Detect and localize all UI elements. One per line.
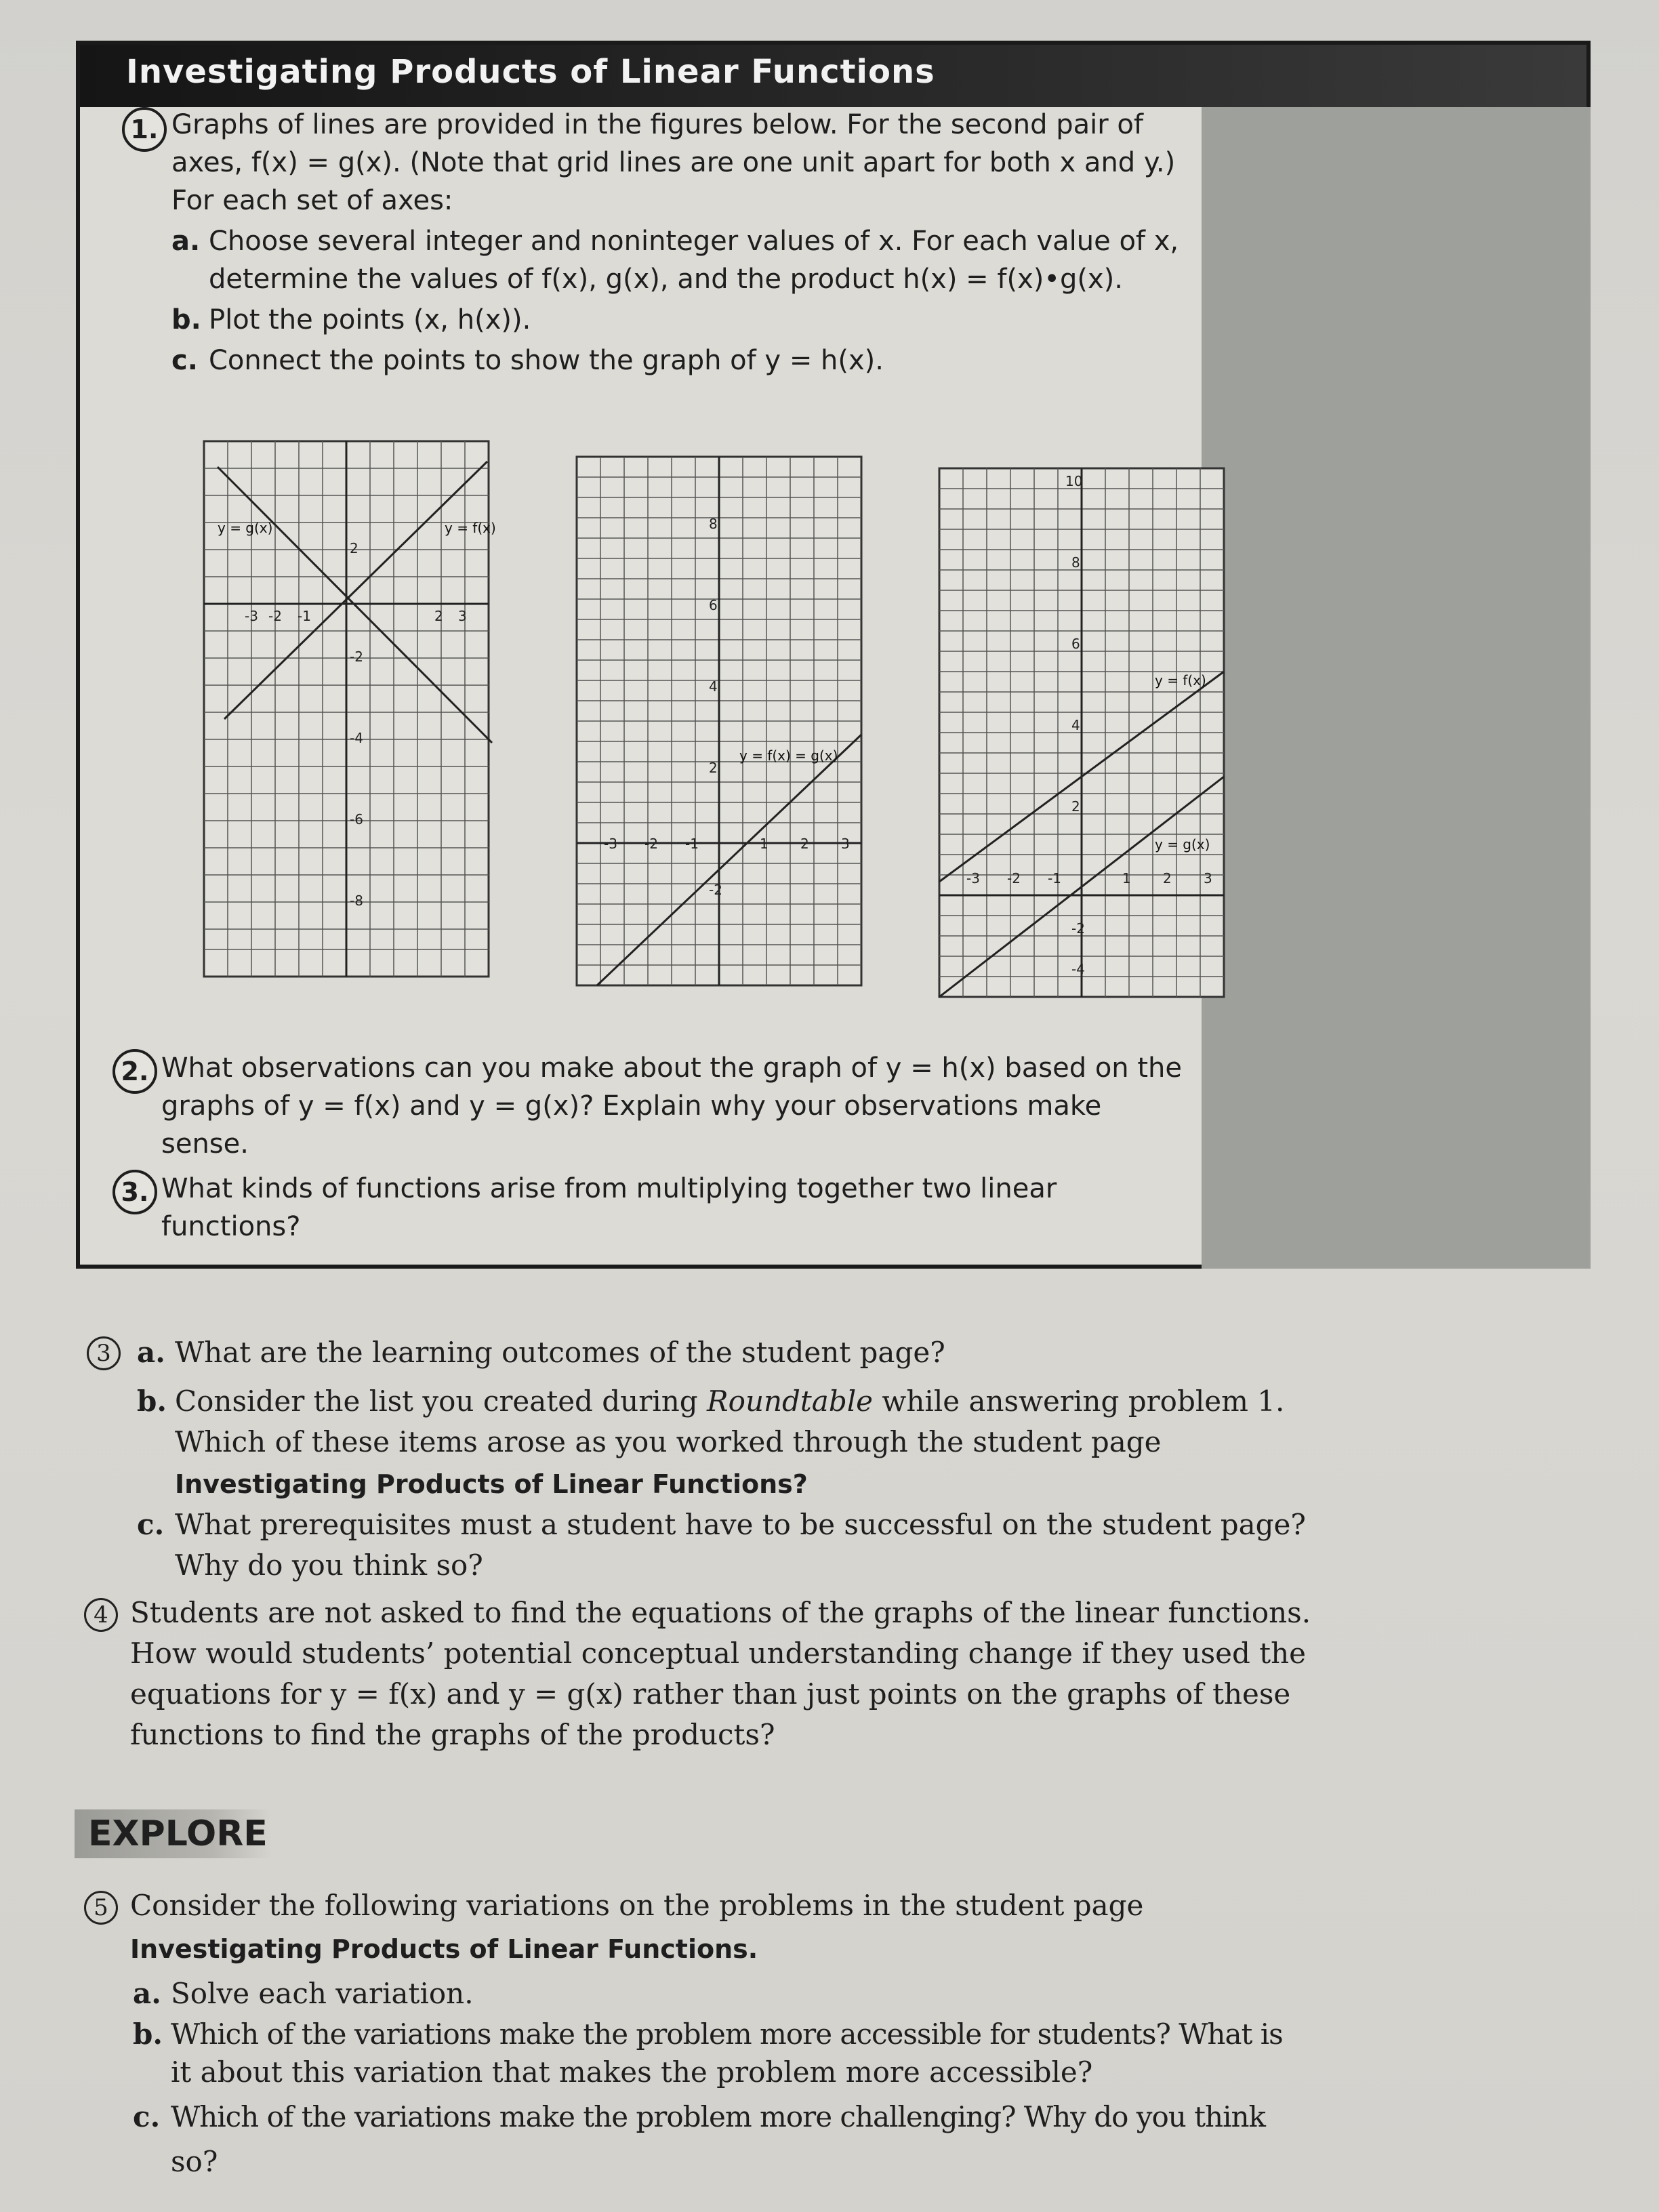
- item-3b-line-1: [175, 1381, 1284, 1422]
- graph-2-xtick: 3: [841, 836, 850, 852]
- item-5-number: 5: [84, 1891, 118, 1925]
- graph-3-ytick: 4: [1071, 717, 1080, 733]
- question-3-number: 3.: [112, 1170, 157, 1214]
- item-4-line-3: equations for y = f(x) and y = g(x) rather than just points on the graphs of these: [130, 1677, 1291, 1711]
- margin-gray-panel: [1202, 107, 1591, 1269]
- graph-3-svg: [939, 468, 1224, 997]
- graph-3: [939, 468, 1224, 997]
- graph-2-label-fg: y = f(x) = g(x): [739, 747, 838, 764]
- graph-1-xtick: -2: [268, 608, 282, 624]
- graph-3-ytick: 8: [1071, 554, 1080, 571]
- item-4-line-1: Students are not asked to find the equations of the graphs of the linear functions.: [130, 1596, 1311, 1629]
- question-2-number: 2.: [112, 1049, 157, 1094]
- graph-1-xtick: -1: [298, 608, 311, 624]
- graph-3-xtick: -1: [1048, 870, 1061, 886]
- graph-2-xtick: -3: [604, 836, 617, 852]
- item-3-number: 3: [87, 1336, 121, 1370]
- question-1-line-1: Graphs of lines are provided in the figures below. For the second pair of: [171, 109, 1143, 140]
- graph-2-xtick: -2: [644, 836, 658, 852]
- graph-1-ytick: -2: [350, 649, 363, 665]
- item-3c-line-1: What prerequisites must a student have to be successful on the student page?: [175, 1508, 1306, 1541]
- graph-3-ytick: 6: [1071, 636, 1080, 652]
- graph-1-xtick: 3: [458, 608, 467, 624]
- graph-2-svg: [577, 457, 861, 985]
- graph-3-ytick: -2: [1071, 920, 1085, 937]
- graph-2-ytick: -2: [709, 882, 722, 898]
- explore-heading-bar: [75, 1809, 271, 1858]
- student-page-box: [76, 41, 1591, 1269]
- graph-2-xtick: 2: [800, 836, 809, 852]
- question-2-line-3: sense.: [161, 1128, 249, 1160]
- graph-2-ytick: 2: [709, 760, 718, 776]
- item-3b-roundtable: Roundtable: [707, 1385, 874, 1418]
- item-3c-label: c.: [137, 1508, 165, 1541]
- item-5b-label: b.: [133, 2018, 163, 2051]
- graph-3-xtick: 1: [1122, 870, 1131, 886]
- graph-1-xtick: 2: [434, 608, 443, 624]
- graph-2: [577, 457, 861, 985]
- item-3b-line-1-post: while answering problem 1.: [873, 1385, 1285, 1418]
- item-5c-line-1: Which of the variations make the problem more challenging? Why do you think: [171, 2100, 1266, 2133]
- explore-heading: EXPLORE: [88, 1814, 268, 1854]
- graph-2-xtick: -1: [685, 836, 699, 852]
- item-3b-label: b.: [137, 1385, 167, 1418]
- item-3b-line-3: Investigating Products of Linear Functions?: [175, 1469, 808, 1499]
- item-4-number: 4: [84, 1598, 118, 1632]
- question-1a-label: a.: [171, 226, 201, 257]
- graph-2-xtick: 1: [760, 836, 769, 852]
- graph-2-ytick: 6: [709, 597, 718, 613]
- question-1-line-3: For each set of axes:: [171, 185, 453, 216]
- item-4-line-4: functions to find the graphs of the products?: [130, 1718, 775, 1751]
- graph-3-ytick: 2: [1071, 798, 1080, 815]
- graph-1-label-f: y = f(x): [445, 520, 496, 536]
- graph-3-label-f: y = f(x): [1155, 672, 1206, 689]
- item-5b-line-1: Which of the variations make the problem more accessible for students? What is: [171, 2018, 1283, 2051]
- graph-1-ytick: 2: [350, 540, 359, 556]
- question-3-line-1: What kinds of functions arise from multiplying together two linear: [161, 1173, 1057, 1204]
- graph-3-ytick: 10: [1065, 473, 1083, 489]
- question-1a-line-2: determine the values of f(x), g(x), and the product h(x) = f(x)•g(x).: [209, 264, 1123, 295]
- graph-1-label-g: y = g(x): [218, 520, 273, 536]
- question-1-number: 1.: [122, 107, 167, 152]
- question-2-line-2: graphs of y = f(x) and y = g(x)? Explain why your observations make: [161, 1090, 1102, 1122]
- question-1c-label: c.: [171, 345, 198, 376]
- graph-3-xtick: -2: [1007, 870, 1021, 886]
- title-bar: [80, 45, 1586, 107]
- graph-1-svg: [204, 441, 496, 977]
- item-5c-label: c.: [133, 2100, 161, 2133]
- question-1a-line-1: Choose several integer and noninteger values of x. For each value of x,: [209, 226, 1179, 257]
- graph-3-ytick: -4: [1071, 961, 1085, 977]
- item-4-line-2: How would students’ potential conceptual understanding change if they used the: [130, 1637, 1307, 1670]
- graph-3-xtick: 2: [1163, 870, 1172, 886]
- graph-1-ytick: -4: [350, 730, 363, 746]
- graph-1-ytick: -8: [350, 893, 363, 909]
- item-3a-label: a.: [137, 1336, 165, 1369]
- question-3-line-2: functions?: [161, 1211, 301, 1242]
- item-3c-line-2: Why do you think so?: [175, 1549, 483, 1582]
- graph-1-ytick: -6: [350, 811, 363, 827]
- graph-3-xtick: -3: [966, 870, 980, 886]
- item-5a-label: a.: [133, 1977, 161, 2010]
- graph-1-xtick: -3: [245, 608, 258, 624]
- item-3b-line-2: Which of these items arose as you worked through the student page: [175, 1425, 1162, 1458]
- item-5-line-2: Investigating Products of Linear Functions.: [130, 1934, 758, 1964]
- question-1-line-2: axes, f(x) = g(x). (Note that grid lines are one unit apart for both x and y.): [171, 147, 1176, 178]
- item-3b-line-1-pre: Consider the list you created during: [175, 1385, 708, 1418]
- graph-1: [204, 441, 496, 977]
- question-1c-text: Connect the points to show the graph of y = h(x).: [209, 345, 884, 376]
- item-5-line-1: Consider the following variations on the problems in the student page: [130, 1889, 1144, 1922]
- item-5c-line-2: so?: [171, 2145, 218, 2178]
- graph-3-label-g: y = g(x): [1155, 836, 1210, 853]
- question-2-line-1: What observations can you make about the graph of y = h(x) based on the: [161, 1052, 1183, 1084]
- graph-3-xtick: 3: [1204, 870, 1212, 886]
- item-5b-line-2: it about this variation that makes the problem more accessible?: [171, 2055, 1093, 2089]
- item-3a-text: What are the learning outcomes of the student page?: [175, 1336, 945, 1369]
- question-1b-text: Plot the points (x, h(x)).: [209, 304, 531, 335]
- question-1b-label: b.: [171, 304, 201, 335]
- item-5a-text: Solve each variation.: [171, 1977, 474, 2010]
- page-title: Investigating Products of Linear Functions: [126, 53, 935, 91]
- graph-2-ytick: 4: [709, 678, 718, 695]
- graph-2-ytick: 8: [709, 516, 718, 532]
